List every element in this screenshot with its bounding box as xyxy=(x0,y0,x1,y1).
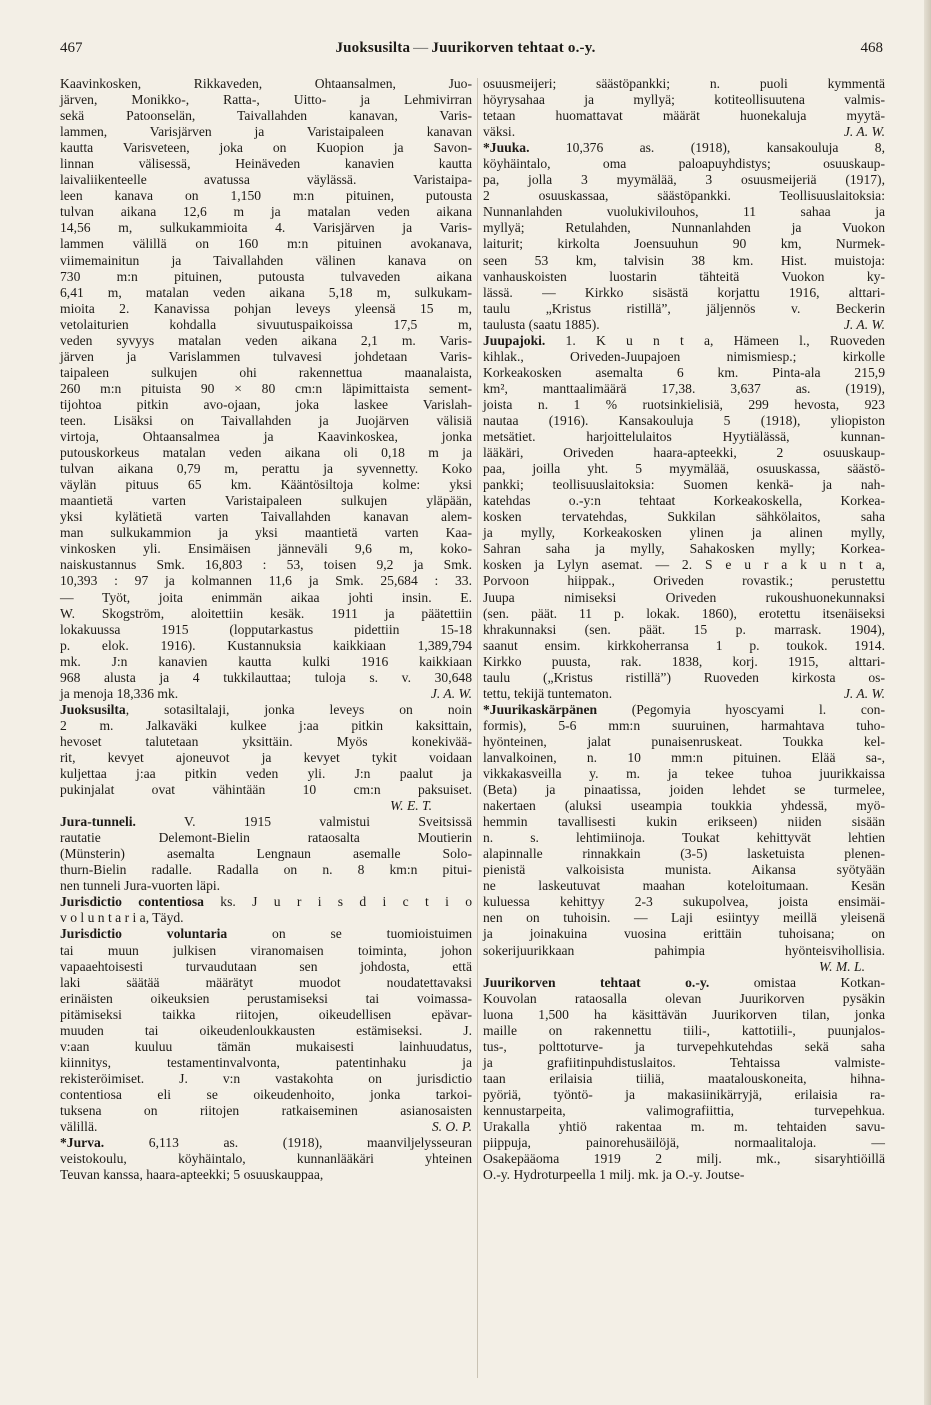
text-line: kosken tervatehdas, Sukkilan sähkölaitos, saha xyxy=(483,509,885,525)
text-line: laiturit; kirkolta Joensuuhun 90 km, Nurmek- xyxy=(483,236,885,252)
text-line: tulvan aikana 12,6 m ja matalan veden aikana xyxy=(60,204,472,220)
text-line: Juoksusilta, sotasiltalaji, jonka leveys on noin xyxy=(60,701,472,717)
text-line: maille on rakennettu tiili-, kattotiili-, puunjalos- xyxy=(483,1022,885,1038)
text-line: Jurisdictio contentiosa ks. J u r i s d i c t i o xyxy=(60,894,473,910)
running-title-separator: — xyxy=(413,40,429,56)
text-line: *Juurikaskärpänen (Pegomyia hyoscyami l. con- xyxy=(483,701,885,717)
text-line: 2 osuuskassaa, säästöpankki. Teollisuuslaitoksia: xyxy=(483,188,885,204)
running-title-left: Juoksusilta xyxy=(335,40,411,56)
text-line: lammen, Varisjärven ja Varistaipaleen kanavan xyxy=(60,124,472,140)
text-line: lokakuussa 1915 (lopputarkastus pidettiin 15-18 xyxy=(60,621,472,637)
text-line: viimemainitun ja Taivallahden välinen kanava on xyxy=(60,252,472,268)
text-line: vanhauskoisten luostarin tähteitä Vuokon ky- xyxy=(483,268,885,284)
text-line: kihlak., Oriveden-Juupajoen nimismiesp.; kirkolle xyxy=(483,348,885,364)
text-line: nen tunneli Jura-vuorten läpi. xyxy=(60,878,221,894)
text-line: tijohtoa pitkin avo-ojaan, joka laskee Varislah- xyxy=(60,396,472,412)
text-line: *Jurva. 6,113 as. (1918), maanviljelysseuran xyxy=(60,1135,472,1151)
text-line: v o l u n t a r i a, Täyd. xyxy=(60,910,184,926)
text-line: rit, kevyet ajoneuvot ja kevyet tykit voidaan xyxy=(60,749,472,765)
text-line: p. elok. 1916). Kustannuksia kaikkiaan 1,389,794 xyxy=(60,637,472,653)
text-line: pa, jolla 3 myymälää, 3 osuusmeijeriä (1917), xyxy=(483,172,885,188)
text-line: taulu („Kristus ristillä”) Ruoveden kirkosta os- xyxy=(483,669,885,685)
text-line: lammen välillä on 160 m:n pituinen avokanava, xyxy=(60,236,472,252)
left-column xyxy=(60,76,472,1183)
text-line: nakertaen (aluksi useampia toukkia yhdessä, myö- xyxy=(483,798,885,814)
text-line: Juupajoki. 1. K u n t a, Hämeen l., Ruoveden xyxy=(483,332,885,348)
text-line: pukinjalat ovat vähintään 10 cm:n paksuiset. xyxy=(60,782,472,798)
text-line: sokerijuurikkaan pahimpia hyönteisvihollisia. xyxy=(483,942,885,958)
text-line: höyrysahaa ja myllyä; kotiteollisuutena valmis- xyxy=(483,92,885,108)
text-line: khrakunnaksi (sen. päät. 15 p. marrask. 1904), xyxy=(483,621,885,637)
text-line: W. E. T. xyxy=(390,798,432,814)
text-line: lääkäri, Oriveden haara-apteekki, 2 osuuskaup- xyxy=(483,445,885,461)
page-number-right: 468 xyxy=(860,40,883,56)
text-line: vikkakasveilla y. m. ja tekee tuhoa juurikkaissa xyxy=(483,766,885,782)
text-line: järven ja Varislammen tulvavesi johdetaan Varis- xyxy=(60,348,472,364)
text-line: 10,393 : 97 ja kolmannen 11,6 ja Smk. 25,684 : 33. xyxy=(60,573,472,589)
text-line: hevoset talutetaan yksittäin. Myös konekivää- xyxy=(60,733,472,749)
text-line: 968 alusta ja 4 tukkilauttaa; tuloja s. v. 30,648 xyxy=(60,669,472,685)
text-line: metsätiet. harjoittelulaitos Hyytiälässä, kunnan- xyxy=(483,429,885,445)
text-line: 730 m:n pituinen, putousta tulvaveden aikana xyxy=(60,268,472,284)
running-title-right: Juurikorven tehtaat o.-y. xyxy=(431,40,596,56)
text-line: Porvoon hiippak., Oriveden rovastik.; perustettu xyxy=(483,573,885,589)
text-line: paa, joilla yht. 5 myymälää, osuuskassa, säästö- xyxy=(483,461,885,477)
text-line: formis), 5-6 mm:n suuruinen, harmahtava tuho- xyxy=(483,717,885,733)
text-line: vinkosken yli. Ensimäisen jänneväli 9,6 m, koko- xyxy=(60,541,472,557)
text-line: Sahran saha ja mylly, Sahakosken mylly; Korkea- xyxy=(483,541,885,557)
text-line: saanut ensim. kirkkoherransa 1 p. toukok. 1914. xyxy=(483,637,885,653)
text-line: taan erilaisia tiiliä, maatalouskoneita, hihna- xyxy=(483,1070,885,1086)
text-line: hemmin tavallisesti kukin erikseen) niiden sisään xyxy=(483,814,885,830)
text-line: putouskorkeus matalan veden aikana oli 0,18 m ja xyxy=(60,445,472,461)
text-line: W. M. L. xyxy=(819,958,865,974)
text-line: tetaan huomattavat määrät huonekaluja myytä- xyxy=(483,108,885,124)
text-line: kiinnitys, testamentinvalvonta, patentinhaku ja xyxy=(60,1054,472,1070)
text-line: pankki; teollisuuslaitoksia: Suomen kenkä- ja nah- xyxy=(483,477,885,493)
text-line: leen kanava on 1,150 m:n pituinen, putousta xyxy=(60,188,472,204)
text-line: mk. J:n kanavien kautta kulki 1916 kaikkiaan xyxy=(60,653,472,669)
text-line: Jurisdictio voluntaria on se tuomioistuimen xyxy=(60,926,473,942)
text-line: Juurikorven tehtaat o.-y. omistaa Kotkan- xyxy=(483,974,885,990)
text-line: rautatie Delemont-Bielin rataosalta Moutierin xyxy=(60,830,472,846)
text-line: veistokoulu, köyhäintalo, kunnanlääkäri yhteinen xyxy=(60,1151,472,1167)
text-line: mioita 2. Kanavissa pohjan leveys yleensä 15 m, xyxy=(60,300,472,316)
text-line: järven, Monikko-, Ratta-, Uitto- ja Lehmivirran xyxy=(60,92,472,108)
text-line: Korkeakosken asemalta 6 km. Pinta-ala 215,9 xyxy=(483,364,885,380)
text-line: kautta Varisveteen, joka on Kuopion ja Savon- xyxy=(60,140,472,156)
text-line: W. Skogström, aloitettiin kesäk. 1911 ja päätettiin xyxy=(60,605,472,621)
text-line: ne laskeutuvat maahan koteloitumaan. Kesän xyxy=(483,878,885,894)
text-line: taipaleen sulkujen ohi rakennettua maanalaista, xyxy=(60,364,472,380)
text-line: nautaa (1916). Kansakouluja 5 (1918), yliopiston xyxy=(483,412,885,428)
text-line: 14,56 m, sulkukammioita 4. Varisjärven ja Varis- xyxy=(60,220,472,236)
text-line: tuksena on riitojen ratkaiseminen asianosaisten xyxy=(60,1103,472,1118)
running-title xyxy=(0,40,931,57)
text-line: Kaavinkosken, Rikkaveden, Ohtaansalmen, Juo- xyxy=(60,76,472,91)
text-line: joista n. 1 % ruotsinkielisiä, 299 hevosta, 923 xyxy=(483,396,885,412)
text-line: väksi. J. A. W. xyxy=(483,124,885,140)
text-line: vetolaiturien kohdalla sivuutuspaikoissa 17,5 m, xyxy=(60,316,472,332)
text-line: man sulkukammion ja yksi maantietä varten Kaa- xyxy=(60,525,472,541)
text-line: rekisteröimiset. J. v:n vastakohta on jurisdictio xyxy=(60,1070,472,1086)
text-line: km², manttaalimäärä 17,38. 3,637 as. (1919), xyxy=(483,380,885,396)
text-line: osuusmeijeri; säästöpankki; n. puoli kymmentä xyxy=(483,76,885,91)
text-line: kennustarpeita, valimografiittia, turvepehkua. xyxy=(483,1103,885,1118)
text-line: 6,41 m, matalan veden aikana 5,18 m, sulkukam- xyxy=(60,284,472,300)
text-line: *Juuka. 10,376 as. (1918), kansakouluja 8, xyxy=(483,140,885,156)
text-line: pyöriä, työntö- ja makasiinikärryjä, erilaisia ra- xyxy=(483,1086,885,1102)
text-line: Kirkko puusta, rak. 1838, korj. 1915, alttari- xyxy=(483,653,885,669)
text-line: välillä. S. O. P. xyxy=(60,1119,472,1135)
text-line: nen on tuhoisin. — Laji esiintyy meillä yleisenä xyxy=(483,910,885,926)
text-line: Osakepääoma 1919 2 milj. mk., sisaryhtiöillä xyxy=(483,1151,885,1167)
text-line: väylän pituus 65 km. Kääntösiltoja kolme: yksi xyxy=(60,477,472,493)
text-line: Nunnanlahden vuolukivilouhos, 11 sahaa ja xyxy=(483,204,885,220)
text-line: ja menoja 18,336 mk. J. A. W. xyxy=(60,685,472,701)
text-line: erinäisten oikeuksien perustamiseksi tai voimassa- xyxy=(60,990,472,1006)
text-line: tettu, tekijä tuntematon. J. A. W. xyxy=(483,685,885,701)
text-line: pitämiseksi taikka riitojen, oikeudellisen epävar- xyxy=(60,1006,472,1022)
text-line: alapinnalle rinnakkain (3-5) lasketuista plenen- xyxy=(483,846,885,862)
text-line: luona 1,500 ha käsittävän Juurikorven tilan, jonka xyxy=(483,1006,885,1022)
text-line: laki säätää määrätyt muodot noudatettavaksi xyxy=(60,974,472,990)
text-line: thurn-Bielin radalle. Radalla on n. 8 km:n pitui- xyxy=(60,862,472,878)
text-line: Teuvan kanssa, haara-apteekki; 5 osuuskauppaa, xyxy=(60,1167,324,1183)
text-line: yksi kylätietä varten Taivallahden kanavan alem- xyxy=(60,509,472,525)
text-line: ja grafiitinpuhdistuslaitos. Tehtaissa valmiste- xyxy=(483,1054,885,1070)
text-line: maantietä varten Varistaipaleen sulkujen yläpään, xyxy=(60,493,472,509)
text-line: (Münsterin) asemalta Lengnaun asemalle Solo- xyxy=(60,846,472,862)
text-line: muuden tai oikeudenloukkausten estämiseksi. J. xyxy=(60,1022,472,1038)
text-line: laivaliikenteelle avatussa väylässä. Varistaipa- xyxy=(60,172,472,188)
text-line: Urakalla yhtiö rakentaa m. m. tehtaiden savu- xyxy=(483,1119,885,1135)
text-line: myllyä; Retulahden, Nunnanlahden ja Vuokon xyxy=(483,220,885,236)
text-line: hyönteinen, jalat punaisenruskeat. Toukka kel- xyxy=(483,733,885,749)
text-line: piippuja, painorehusäilöjä, normaalitaloja. — xyxy=(483,1135,885,1151)
page-number-left: 467 xyxy=(60,40,83,56)
text-line: teen. Lisäksi on Taivallahden ja Juojärven välisiä xyxy=(60,412,472,428)
text-line: pienistä valkoisista munista. Aikansa syötyään xyxy=(483,862,885,878)
text-line: v:aan kuuluu tämän mukaisesti lainhuudatus, xyxy=(60,1038,472,1054)
text-line: (Beta) ja pinaatissa, joiden lehdet se turmelee, xyxy=(483,782,885,798)
text-line: n. s. lehtimiinoja. Toukat kehittyvät lehtien xyxy=(483,830,885,846)
text-line: tulvan aikana 0,79 m, perattu ja syvennetty. Koko xyxy=(60,461,472,477)
text-line: kuljettaa j:aa pitkin veden yli. J:n paalut ja xyxy=(60,766,472,782)
text-line: lanvalkoinen, n. 10 mm:n pituinen. Elää sa-, xyxy=(483,749,885,765)
text-line: Juupa nimiseksi Oriveden rukoushuonekunnaksi xyxy=(483,589,885,605)
text-line: seen 53 km, talvisin 38 km. Hist. muistoja: xyxy=(483,252,885,268)
page-header xyxy=(0,40,931,62)
text-line: kuluessa kehittyy 2-3 sukupolvea, joista ensimäi- xyxy=(483,894,885,910)
text-line: (sen. päät. 11 p. lokak. 1860), erotettu itsenäiseksi xyxy=(483,605,885,621)
text-line: sekä Patoonselän, Taivallahden kanavan, Varis- xyxy=(60,108,472,124)
text-line: lässä. — Kirkko sisästä korjattu 1916, alttari- xyxy=(483,284,885,300)
text-line: tai muun julkisen viranomaisen toiminta, johon xyxy=(60,942,472,958)
text-line: linnan välisessä, Heinäveden kanavien kautta xyxy=(60,156,472,172)
text-line: — Työt, joita enimmän aikaa johti insin. E. xyxy=(60,589,472,605)
text-line: vapaaehtoisesti turvaudutaan sen johdosta, että xyxy=(60,958,472,974)
text-line: 2 m. Jalkaväki kulkee j:aa pitkin kaksittain, xyxy=(60,717,472,733)
text-line: katehdas o.-y:n tehtaat Korkeakoskella, Korkea- xyxy=(483,493,885,509)
text-line: köyhäintalo, oma paloapuyhdistys; osuuskaup- xyxy=(483,156,885,172)
text-line: ja joinakuina vuosina erittäin tuhoisana; on xyxy=(483,926,885,942)
text-line: Jura-tunneli. V. 1915 valmistui Sveitsissä xyxy=(60,814,472,830)
text-line: taulu „Kristus ristillä”, jäljennös v. Beckerin xyxy=(483,300,885,316)
right-column xyxy=(483,76,885,1183)
text-line: tus-, polttoturve- ja turvepehkutehdas sekä saha xyxy=(483,1038,885,1054)
column-divider xyxy=(477,78,478,1378)
text-line: Kouvolan rataosalla olevan Juurikorven pysäkin xyxy=(483,990,885,1006)
text-line: virtoja, Ohtaansalmea ja Kaavinkoskea, jonka xyxy=(60,429,472,445)
text-line: taulusta (saatu 1885). J. A. W. xyxy=(483,316,885,332)
text-line: kosken ja Lylyn asemat. — 2. S e u r a k u n t a, xyxy=(483,557,885,573)
page-edge xyxy=(924,0,931,1405)
text-line: O.-y. Hydroturpeella 1 milj. mk. ja O.-y. Joutse- xyxy=(483,1167,745,1183)
text-line: naiskustannus Smk. 16,803 : 53, toisen 9,2 ja Smk. xyxy=(60,557,472,573)
text-line: ja mylly, Korkeakosken ylinen ja alinen mylly, xyxy=(483,525,885,541)
text-line: 260 m:n pituista 90 × 80 cm:n läpimittaista sement- xyxy=(60,380,472,396)
text-line: veden syvyys matalan veden aikana 2,1 m. Varis- xyxy=(60,332,472,348)
text-line: contentiosa eli se oikeudenhoito, jonka tarkoi- xyxy=(60,1086,472,1102)
